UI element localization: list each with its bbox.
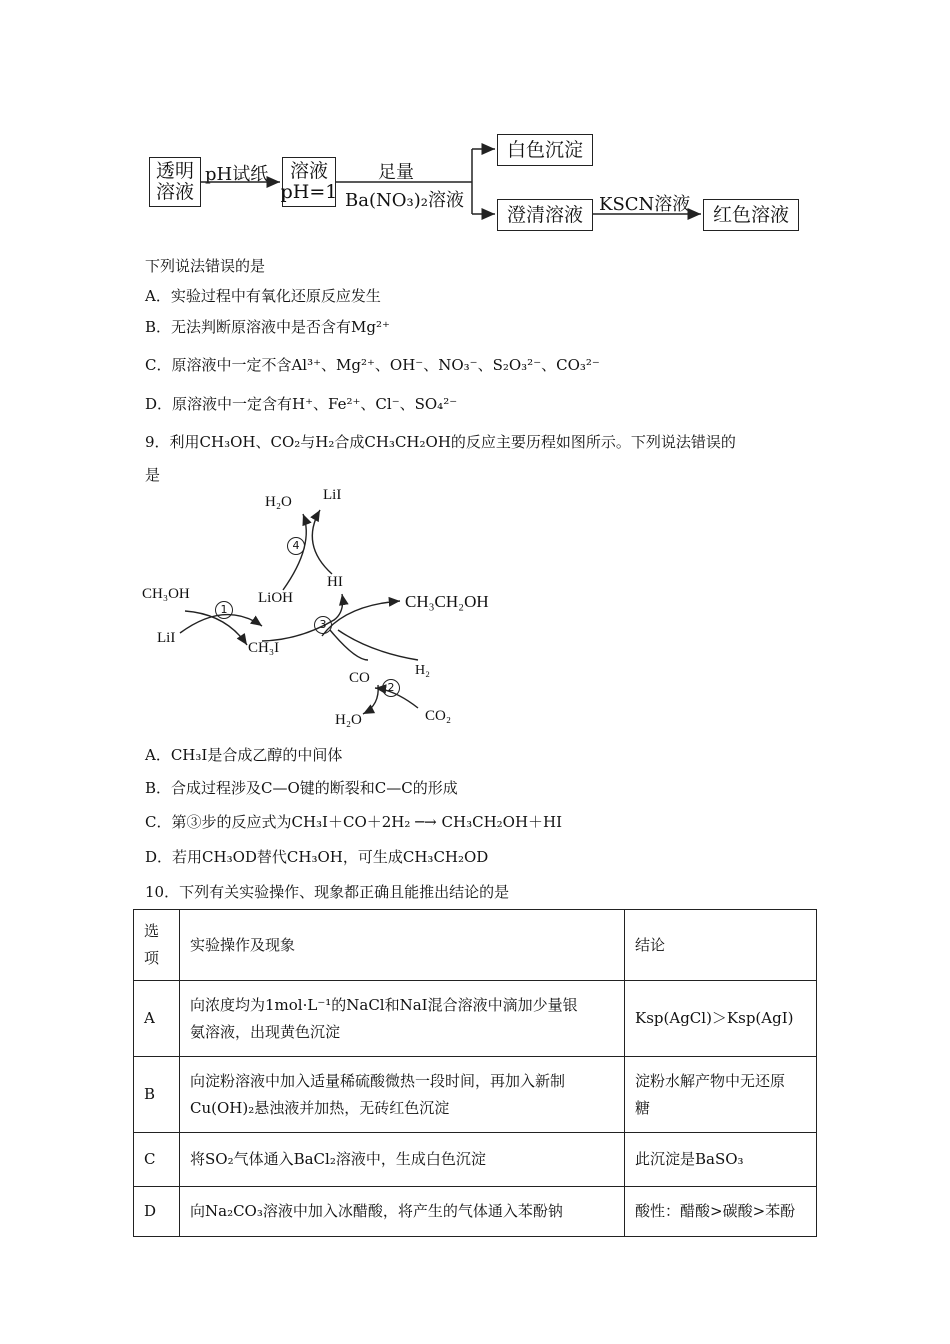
table-row-d bbox=[134, 1187, 817, 1237]
table-row-a bbox=[134, 981, 817, 1057]
cycle-step-1: 1 bbox=[215, 601, 233, 619]
row-a-operation: 向浓度均为1mol·L⁻¹的NaCl和NaI混合溶液中滴加少量银 氨溶液，出现黄色沉淀 bbox=[180, 981, 625, 1057]
row-c-option: C bbox=[134, 1133, 180, 1187]
cycle-step-4: 4 bbox=[287, 537, 305, 555]
flow-box-ph1: 溶液 pH=1 bbox=[282, 157, 336, 207]
cycle-ch3oh: CH₃OH bbox=[142, 586, 190, 602]
row-a-option: A bbox=[134, 981, 180, 1057]
row-c-operation: 将SO₂气体通入BaCl₂溶液中，生成白色沉淀 bbox=[180, 1133, 625, 1187]
row-b-option: B bbox=[134, 1057, 180, 1133]
cycle-h2: H₂ bbox=[415, 663, 430, 678]
header-option: 选 项 bbox=[134, 910, 180, 981]
cycle-step-3: 3 bbox=[314, 616, 332, 634]
q9-stem-line1: 9．利用CH₃OH、CO₂与H₂合成CH₃CH₂OH的反应主要历程如图所示。下列说法错误的 bbox=[145, 433, 736, 451]
row-c-conclusion: 此沉淀是BaSO₃ bbox=[625, 1133, 817, 1187]
table-header-row bbox=[134, 910, 817, 981]
row-d-conclusion: 酸性：醋酸>碳酸>苯酚 bbox=[625, 1187, 817, 1237]
flow-box-white-precipitate: 白色沉淀 bbox=[497, 134, 593, 166]
cycle-lioh: LiOH bbox=[258, 590, 293, 606]
cycle-co2: CO₂ bbox=[425, 708, 452, 724]
row-d-operation: 向Na₂CO₃溶液中加入冰醋酸，将产生的气体通入苯酚钠 bbox=[180, 1187, 625, 1237]
q8-stem: 下列说法错误的是 bbox=[145, 257, 266, 275]
cycle-product-ethanol: CH₃CH₂OH bbox=[405, 592, 489, 611]
cycle-h2o-top: H₂O bbox=[265, 494, 292, 510]
experiment-table bbox=[133, 909, 817, 1237]
q10-stem: 10．下列有关实验操作、现象都正确且能推出结论的是 bbox=[145, 883, 510, 901]
flow-box-clear-solution: 透明 溶液 bbox=[149, 157, 201, 207]
q8-option-a: A．实验过程中有氧化还原反应发生 bbox=[145, 287, 381, 305]
row-d-option: D bbox=[134, 1187, 180, 1237]
flow-label-excess: 足量 bbox=[378, 162, 414, 183]
cycle-ch3i: CH₃I bbox=[248, 640, 280, 656]
q9-option-a: A．CH₃I是合成乙醇的中间体 bbox=[145, 746, 343, 764]
row-b-conclusion: 淀粉水解产物中无还原 糖 bbox=[625, 1057, 817, 1133]
q8-option-c: C．原溶液中一定不含Al³⁺、Mg²⁺、OH⁻、NO₃⁻、S₂O₃²⁻、CO₃²⁻ bbox=[145, 356, 600, 374]
flow-label-ba-nitrate: Ba(NO₃)₂溶液 bbox=[345, 190, 464, 211]
q9-stem-line2: 是 bbox=[145, 466, 161, 484]
q9-option-b: B．合成过程涉及C—O键的断裂和C—C的形成 bbox=[145, 779, 458, 797]
row-b-operation: 向淀粉溶液中加入适量稀硫酸微热一段时间，再加入新制 Cu(OH)₂悬浊液并加热，无砖红色沉淀 bbox=[180, 1057, 625, 1133]
flow-box-red-solution: 红色溶液 bbox=[703, 199, 799, 231]
row-a-conclusion: Ksp(AgCl)＞Ksp(AgI) bbox=[625, 981, 817, 1057]
q8-option-b: B．无法判断原溶液中是否含有Mg²⁺ bbox=[145, 318, 390, 336]
table-row-c bbox=[134, 1133, 817, 1187]
cycle-co: CO bbox=[349, 670, 370, 686]
cycle-step-2: 2 bbox=[382, 679, 400, 697]
q9-option-d: D．若用CH₃OD替代CH₃OH，可生成CH₃CH₂OD bbox=[145, 848, 489, 866]
flow-label-kscn: KSCN溶液 bbox=[599, 194, 691, 215]
q9-option-c: C．第③步的反应式为CH₃I＋CO＋2H₂ ─→ CH₃CH₂OH＋HI bbox=[145, 813, 563, 831]
cycle-lii: LiI bbox=[157, 630, 176, 646]
header-operation: 实验操作及现象 bbox=[180, 910, 625, 981]
cycle-hi: HI bbox=[327, 574, 343, 590]
flow-label-ph-paper: pH试纸 bbox=[205, 164, 269, 185]
table-row-b bbox=[134, 1057, 817, 1133]
q8-option-d: D．原溶液中一定含有H⁺、Fe²⁺、Cl⁻、SO₄²⁻ bbox=[145, 395, 458, 413]
flow-box-clear-liquid: 澄清溶液 bbox=[497, 199, 593, 231]
cycle-lii-top: LiI bbox=[323, 487, 342, 503]
cycle-h2o-bottom: H₂O bbox=[335, 712, 362, 728]
header-conclusion: 结论 bbox=[625, 910, 817, 981]
